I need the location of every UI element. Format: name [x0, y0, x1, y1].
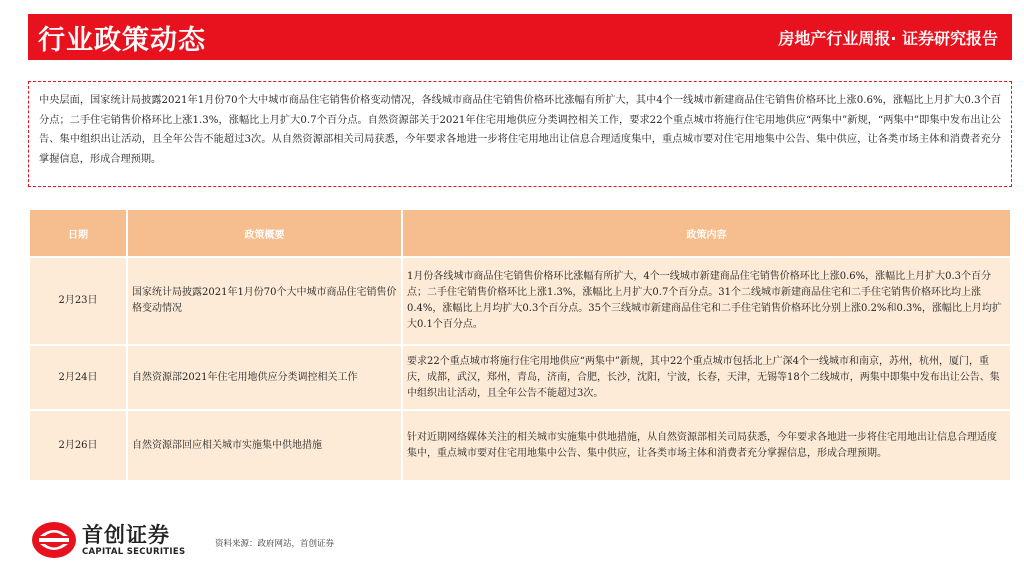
column-header-summary: 政策概要: [127, 210, 402, 257]
logo-english-name: CAPITAL SECURITIES: [82, 547, 186, 557]
row-summary: 国家统计局披露2021年1月份70个大中城市商品住宅销售价格变动情况: [127, 257, 402, 345]
report-subtitle: 房地产行业周报· 证券研究报告: [778, 28, 998, 48]
column-header-date: 日期: [30, 210, 127, 257]
table-row: [30, 257, 1010, 345]
table-row: [30, 410, 1010, 480]
logo-text: [82, 523, 185, 557]
source-note: 资料来源：政府网站，首创证券: [215, 539, 335, 549]
capital-securities-logo-icon: [30, 520, 78, 560]
row-date: 2月26日: [30, 410, 127, 480]
column-header-content: 政策内容: [402, 210, 1010, 257]
summary-box: [28, 81, 1012, 187]
company-logo: [30, 520, 185, 560]
row-date: 2月24日: [30, 345, 127, 410]
row-content: 1月份各线城市商品住宅销售价格环比涨幅有所扩大，4个一线城市新建商品住宅销售价格环比上涨0.6%，涨幅比上月扩大0.3个百分点；二手住宅销售价格环比上涨1.3%，涨幅比上月扩大0.7个百分点。31个二线城市新建商品住宅和二手住宅销售价格环比均上涨0.4%，涨幅比上月均扩大0.3个百分点。35个三线城市新建商品住宅和二手住宅销售价格环比分别上涨0.2%和0.3%，涨幅比上月均扩大0.1个百分点。: [402, 257, 1010, 345]
page-title: 行业政策动态: [38, 24, 206, 56]
row-content: 要求22个重点城市将施行住宅用地供应“两集中”新规，其中22个重点城市包括北上广深4个一线城市和南京，苏州，杭州，厦门，重庆，成都，武汉，郑州，青岛，济南，合肥，长沙，沈阳，宁波，长春，天津，无锡等18个二线城市，两集中即集中发布出让公告、集中组织出让活动，且全年公告不能超过3次。: [402, 345, 1010, 410]
row-summary: 自然资源部2021年住宅用地供应分类调控相关工作: [127, 345, 402, 410]
summary-text: 中央层面，国家统计局披露2021年1月份70个大中城市商品住宅销售价格变动情况，各线城市商品住宅销售价格环比涨幅有所扩大，其中4个一线城市新建商品住宅销售价格环比上涨0.6%，涨幅比上月扩大0.3个百分点；二手住宅销售价格环比上涨1.3%，涨幅比上月扩大0.7个百分点。自然资源部关于2021年住宅用地供应分类调控相关工作，要求22个重点城市将施行住宅用地供应“两集中”新规，“两集中”即集中发布出让公告、集中组织出让活动，且全年公告不能超过3次。从自然资源部相关司局获悉，今年要求各地进一步将住宅用地出让信息合理适度集中，重点城市要对住宅用地集中公告、集中供应，让各类市场主体和消费者充分掌握信息，形成合理预期。: [39, 95, 1001, 165]
logo-chinese-name: 首创证券: [82, 523, 170, 547]
row-summary: 自然资源部回应相关城市实施集中供地措施: [127, 410, 402, 480]
row-date: 2月23日: [30, 257, 127, 345]
table-header-row: [30, 210, 1010, 257]
header-bar: [28, 14, 1012, 60]
row-content: 针对近期网络媒体关注的相关城市实施集中供地措施，从自然资源部相关司局获悉，今年要求各地进一步将住宅用地出让信息合理适度集中，重点城市要对住宅用地集中公告、集中供应，让各类市场主体和消费者充分掌握信息，形成合理预期。: [402, 410, 1010, 480]
table-row: [30, 345, 1010, 410]
policy-table: [30, 210, 1010, 480]
